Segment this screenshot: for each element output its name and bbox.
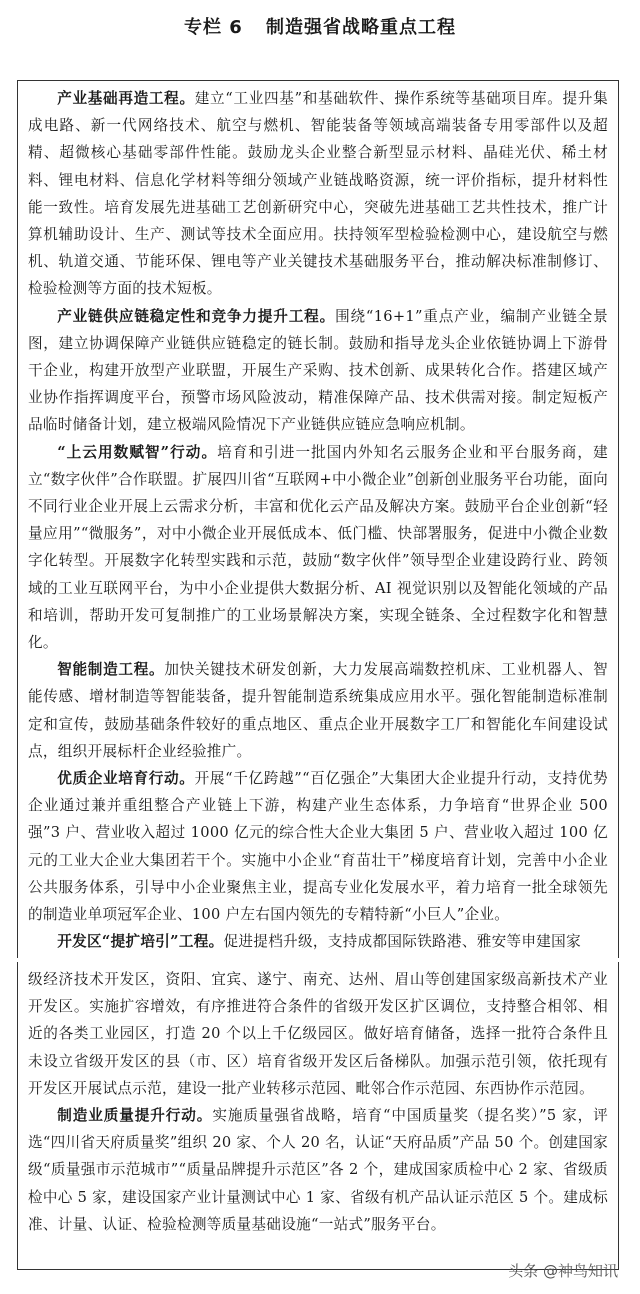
section-cloud-data [28, 439, 608, 657]
section-industrial-base [28, 85, 608, 303]
section-lead: 制造业质量提升行动。 [57, 1107, 213, 1125]
section-development-zone-continued [28, 966, 608, 1102]
column-label: 专栏 6 [183, 17, 243, 38]
section-quality-enterprise [28, 765, 608, 928]
section-smart-manufacturing [28, 656, 608, 765]
section-body: 围绕“16+1”重点产业，编制产业链全景图，建立协调保障产业链供应链稳定的链长制。鼓励和指导龙头企业依链协调上下游骨干企业，构建开放型产业联盟，开展生产采购、技术创新、成果转化合作。搭建区域产业协作指挥调度平台，预警市场风险波动，精准保障产品、技术供需对接。制定短板产品临时储备计划，建立极端风险情况下产业链供应链应急响应机制。 [28, 307, 608, 434]
column-title: 制造强省战略重点工程 [266, 17, 457, 38]
section-body: 级经济技术开发区，资阳、宜宾、遂宁、南充、达州、眉山等创建国家级高新技术产业开发区。实施扩容增效，有序推进符合条件的省级开发区扩区调位，支持整合相邻、相近的各类工业园区，打造 20 个以上千亿级园区。做好培育储备，选择一批符合条件且未设立省级开发区的县（市、区）培育省级开发区后备梯队。加强示范引领，依托现有开发区开展试点示范，建设一批产业转移示范园、毗邻合作示范园、东西协作示范园。 [28, 971, 608, 1097]
section-supply-chain [28, 303, 608, 439]
section-quality-improvement [28, 1102, 608, 1238]
section-body: 加快关键技术研发创新，大力发展高端数控机床、工业机器人、智能传感、增材制造等智能装备，提升智能制造系统集成应用水平。强化智能制造标准制定和宣传，鼓励基础条件较好的重点地区、重点企业开展数字工厂和智能化车间建设试点，组织开展标杆企业经验推广。 [28, 661, 608, 760]
watermark-text: 头条 @神鸟知讯 [508, 1262, 618, 1280]
content-box-bottom [17, 962, 619, 1270]
section-lead: 优质企业培育行动。 [57, 770, 195, 788]
page-title [0, 14, 640, 42]
section-lead: 产业基础再造工程。 [57, 90, 195, 107]
section-body: 促进提档升级，支持成都国际铁路港、雅安等申建国家 [223, 933, 581, 951]
section-body: 开展“千亿跨越”“百亿强企”大集团大企业提升行动，支持优势企业通过兼并重组整合产业链上下游，构建产业生态体系，力争培育“世界企业 500 强”3 户、营业收入超过 1000 亿元的综合性大企业大集团 5 户、营业收入超过 100 亿元的工业大企业大集团若干个。实施中小企业“育苗壮干”梯度培育计划，完善中小企业公共服务体系，引导中小企业聚焦主业，提高专业化发展水平，着力培育一批全球领先的制造业单项冠军企业、100 户左右国内领先的专精特新“小巨人”企业。 [28, 770, 608, 924]
section-lead: “上云用数赋智”行动。 [57, 443, 218, 461]
section-body: 建立“工业四基”和基础软件、操作系统等基础项目库。提升集成电路、新一代网络技术、航空与燃机、智能装备等领域高端装备专用零部件以及超精、超微核心基础零部件性能。鼓励龙头企业整合新型显示材料、晶硅光伏、稀土材料、锂电材料、信息化学材料等细分领域产业链战略资源，统一评价指标，提升材料性能一致性。培育发展先进基础工艺创新研究中心，突破先进基础工艺共性技术，推广计算机辅助设计、生产、测试等技术全面应用。扶持领军型检验检测中心，建设航空与燃机、轨道交通、节能环保、锂电等产业关键技术基础服务平台，推动解决标准制修订、检验检测等方面的技术短板。 [28, 90, 608, 298]
content-box-top [17, 80, 619, 958]
section-body: 实施质量强省战略，培育“中国质量奖（提名奖）”5 家，评选“四川省天府质量奖”组织 20 家、个人 20 名，认证“天府品质”产品 50 个。创建国家级“质量强市示范城市”“质量品牌提升示范区”各 2 个，建成国家质检中心 2 家、省级质检中心 5 家，建设国家产业计量测试中心 1 家、省级有机产品认证示范区 5 个。建成标准、计量、认证、检验检测等质量基础设施“一站式”服务平台。 [28, 1107, 608, 1233]
section-body: 培育和引进一批国内外知名云服务企业和平台服务商，建立“数字伙伴”合作联盟。扩展四川省“互联网+中小微企业”创新创业服务平台功能，面向不同行业企业开展上云需求分析，丰富和优化云产品及解决方案。鼓励平台企业创新“轻量应用”“微服务”，对中小微企业开展低成本、低门槛、快部署服务，促进中小微企业数字化转型。开展数字化转型实践和示范，鼓励“数字伙伴”领导型企业建设跨行业、跨领域的工业互联网平台，为中小企业提供大数据分析、AI 视觉识别以及智能化领域的产品和培训，帮助开发可复制推广的工业场景解决方案，实现全链条、全过程数字化和智慧化。 [28, 443, 608, 652]
section-lead: 产业链供应链稳定性和竞争力提升工程。 [57, 307, 336, 325]
section-lead: 智能制造工程。 [57, 661, 165, 679]
section-development-zone [28, 928, 608, 955]
section-lead: 开发区“提扩培引”工程。 [57, 933, 224, 951]
watermark [508, 1260, 618, 1282]
